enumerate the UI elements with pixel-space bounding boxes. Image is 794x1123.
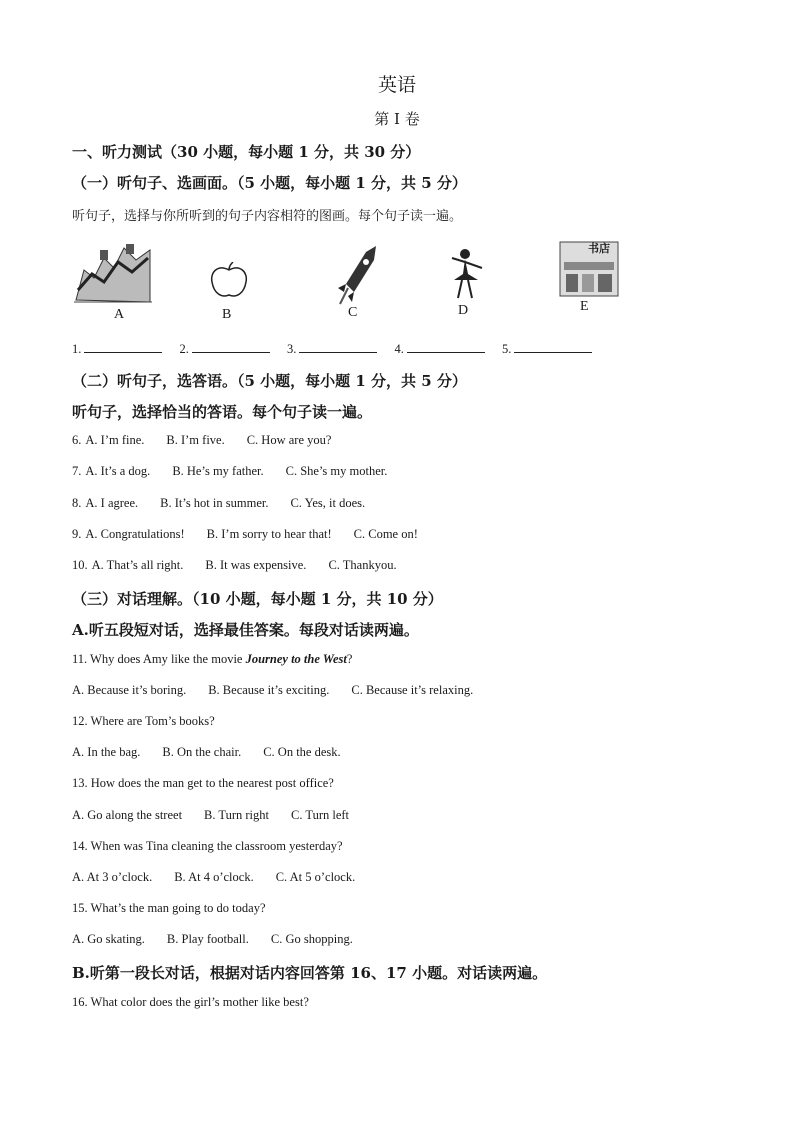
question-13-options: A. Go along the street B. Turn right C. Turn left — [72, 808, 350, 822]
question-11: 11. Why does Amy like the movie Journey to the West? — [72, 652, 353, 666]
great-wall-picture — [74, 240, 152, 304]
dancer-picture — [448, 246, 486, 302]
question-16: 16. What color does the girl’s mother like best? — [72, 995, 309, 1009]
rocket-picture — [336, 244, 382, 306]
question-15: 15. What’s the man going to do today? — [72, 901, 266, 915]
blank-item-5[interactable]: 5. — [502, 340, 592, 357]
blank-item-2[interactable]: 2. — [180, 340, 270, 357]
picture-label-d: D — [458, 303, 469, 318]
question-12-options: A. In the bag. B. On the chair. C. On the desk. — [72, 745, 341, 759]
sec2-instruction: 听句子，选择恰当的答语。每个句子读一遍。 — [72, 403, 373, 421]
volume-title: 第 I 卷 — [374, 110, 420, 128]
sec3-part-b: B.听第一段长对话，根据对话内容回答第 16、17 小题。对话读两遍。 — [72, 964, 548, 982]
page-title: 英语 — [377, 74, 416, 96]
sec2-heading: （二）听句子，选答语。（5 小题，每小题 1 分，共 5 分） — [72, 372, 467, 390]
sec3-part-a: A.听五段短对话，选择最佳答案。每段对话读两遍。 — [72, 621, 419, 639]
picture-label-c: C — [348, 305, 358, 320]
blank-item-3[interactable]: 3. — [287, 340, 377, 357]
question-9: 9. A. Congratulations! B. I’m sorry to hear that! C. Come on! — [72, 527, 418, 541]
question-14-options: A. At 3 o’clock. B. At 4 o’clock. C. At 5 o’clock. — [72, 870, 356, 884]
blank-item-1[interactable]: 1. — [72, 340, 162, 357]
picture-label-a: A — [114, 307, 125, 322]
question-7: 7. A. It’s a dog. B. He’s my father. C. She’s my mother. — [72, 464, 388, 478]
sec1-instruction: 听句子，选择与你所听到的句子内容相符的图画。每个句子读一遍。 — [72, 209, 463, 224]
question-13: 13. How does the man get to the nearest post office? — [72, 776, 334, 790]
question-8: 8. A. I agree. B. It’s hot in summer. C. Yes, it does. — [72, 496, 366, 510]
question-11-options: A. Because it’s boring. B. Because it’s exciting. C. Because it’s relaxing. — [72, 683, 474, 697]
bookstore-picture — [558, 238, 620, 298]
answer-blanks — [72, 340, 606, 357]
question-6: 6. A. I’m fine. B. I’m five. C. How are you? — [72, 433, 332, 447]
apple-picture — [208, 262, 250, 300]
sec1-heading: （一）听句子、选画面。（5 小题，每小题 1 分，共 5 分） — [72, 174, 467, 192]
blank-item-4[interactable]: 4. — [395, 340, 485, 357]
picture-label-b: B — [222, 307, 232, 322]
question-15-options: A. Go skating. B. Play football. C. Go shopping. — [72, 932, 353, 946]
movie-title: Journey to the West — [245, 652, 347, 666]
question-10: 10. A. That’s all right. B. It was expensive. C. Thankyou. — [72, 558, 397, 572]
picture-label-e: E — [580, 299, 589, 314]
part1-heading: 一、听力测试（30 小题，每小题 1 分，共 30 分） — [72, 143, 421, 161]
bookstore-sign: 书店 — [588, 242, 610, 255]
question-12: 12. Where are Tom’s books? — [72, 714, 215, 728]
question-14: 14. When was Tina cleaning the classroom yesterday? — [72, 839, 343, 853]
sec3-heading: （三）对话理解。（10 小题，每小题 1 分，共 10 分） — [72, 590, 443, 608]
